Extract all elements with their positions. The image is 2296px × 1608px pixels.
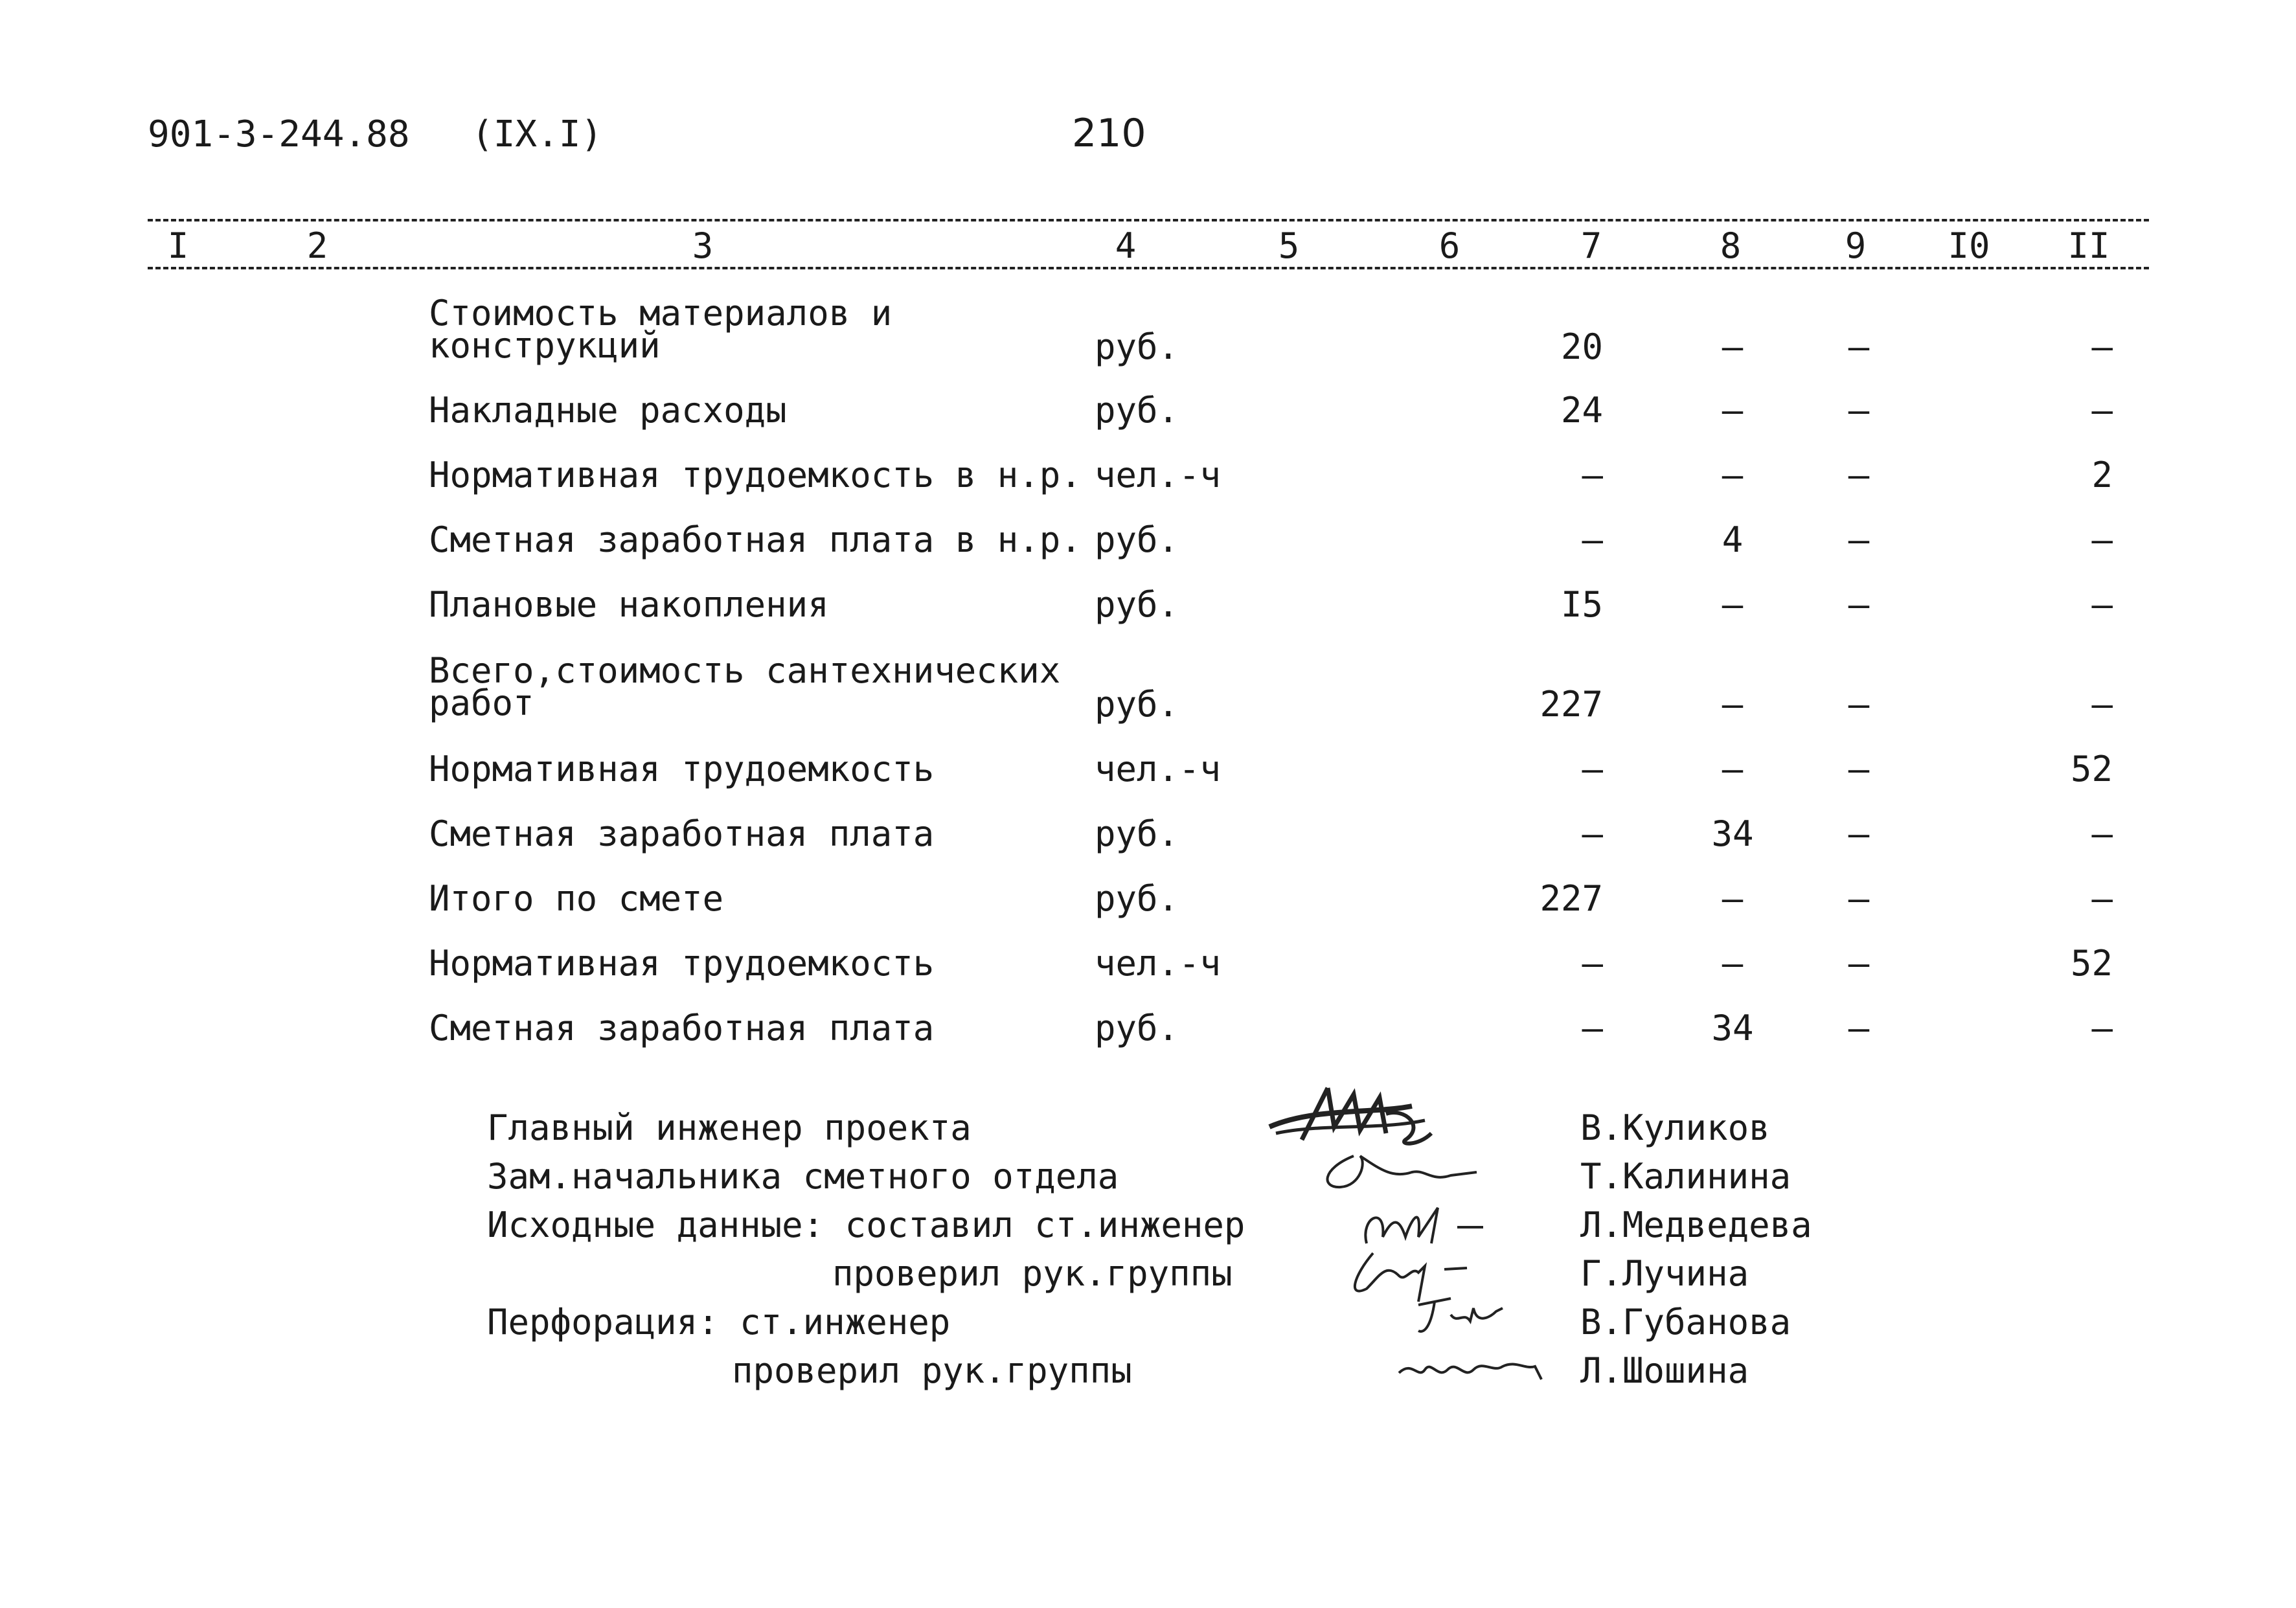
row-value-col11: –	[2091, 584, 2113, 625]
column-number: 9	[1845, 225, 1867, 266]
row-unit: руб.	[1095, 326, 1179, 367]
signature-role: Перфорация: ст.инженер	[487, 1302, 951, 1342]
row-unit: чел.-ч	[1095, 749, 1222, 789]
row-value-col11: –	[2091, 1008, 2113, 1048]
row-label: работ	[429, 683, 534, 723]
row-unit: руб.	[1095, 1008, 1179, 1048]
row-unit: руб.	[1095, 519, 1179, 560]
column-number: I0	[1948, 225, 1990, 266]
row-value-col8: –	[1722, 943, 1744, 984]
row-value-col7: –	[1582, 1008, 1603, 1048]
row-unit: чел.-ч	[1095, 943, 1222, 984]
signature-role: Зам.начальника сметного отдела	[487, 1156, 1119, 1197]
row-label: Сметная заработная плата	[429, 1008, 935, 1048]
row-unit: руб.	[1095, 684, 1179, 725]
row-value-col9: –	[1848, 584, 1870, 625]
row-value-col9: –	[1848, 455, 1870, 495]
column-number: 7	[1580, 225, 1602, 266]
row-value-col7: –	[1582, 813, 1603, 854]
row-value-col8: –	[1722, 878, 1744, 919]
row-unit: руб.	[1095, 813, 1179, 854]
row-value-col8: –	[1722, 684, 1744, 725]
signature-role: проверил рук.группы	[832, 1253, 1233, 1294]
row-label: Всего,стоимость сантехнических	[429, 650, 1061, 691]
row-label: Нормативная трудоемкость в н.р.	[429, 455, 1082, 495]
row-label: Плановые накопления	[429, 584, 829, 625]
row-label: Итого по смете	[429, 878, 724, 919]
row-value-col11: 2	[2091, 455, 2113, 495]
row-value-col7: I5	[1560, 584, 1603, 625]
row-value-col9: –	[1848, 519, 1870, 560]
header-rule-bottom	[148, 267, 2149, 269]
row-value-col8: –	[1722, 749, 1744, 789]
row-value-col7: 20	[1560, 326, 1603, 367]
column-number: 4	[1115, 225, 1137, 266]
signature-role: Исходные данные: составил ст.инженер	[487, 1205, 1245, 1245]
row-value-col7: 24	[1560, 390, 1603, 431]
column-number: 5	[1278, 225, 1300, 266]
row-label: Сметная заработная плата в н.р.	[429, 519, 1082, 560]
signature-role: Главный инженер проекта	[487, 1107, 972, 1148]
row-value-col9: –	[1848, 1008, 1870, 1048]
signature-role: проверил рук.группы	[732, 1350, 1132, 1391]
row-value-col8: 34	[1711, 1008, 1754, 1048]
column-number: I	[167, 225, 189, 266]
row-value-col11: –	[2091, 326, 2113, 367]
row-value-col8: –	[1722, 584, 1744, 625]
row-value-col9: –	[1848, 684, 1870, 725]
column-number: 3	[692, 225, 714, 266]
row-value-col7: 227	[1540, 878, 1603, 919]
row-value-col7: 227	[1540, 684, 1603, 725]
row-unit: руб.	[1095, 878, 1179, 919]
signature-name: Л.Медведева	[1580, 1205, 1812, 1245]
row-label: конструкций	[429, 325, 661, 366]
handwritten-signature	[1386, 1334, 1554, 1392]
signature-name: Л.Шошина	[1580, 1350, 1749, 1391]
row-value-col9: –	[1848, 943, 1870, 984]
row-value-col9: –	[1848, 390, 1870, 431]
page-number: 210	[1072, 111, 1146, 156]
row-label: Сметная заработная плата	[429, 813, 935, 854]
row-value-col8: 34	[1711, 813, 1754, 854]
row-unit: чел.-ч	[1095, 455, 1222, 495]
signature-name: Г.Лучина	[1580, 1253, 1749, 1294]
row-value-col7: –	[1582, 943, 1603, 984]
row-value-col9: –	[1848, 749, 1870, 789]
row-label: Нормативная трудоемкость	[429, 943, 935, 984]
signature-name: В.Куликов	[1580, 1107, 1770, 1148]
row-value-col11: –	[2091, 878, 2113, 919]
row-value-col11: –	[2091, 813, 2113, 854]
column-number: 8	[1720, 225, 1742, 266]
row-value-col11: 52	[2070, 749, 2113, 789]
row-value-col11: –	[2091, 390, 2113, 431]
row-value-col8: –	[1722, 326, 1744, 367]
row-value-col8: –	[1722, 455, 1744, 495]
row-value-col7: –	[1582, 749, 1603, 789]
row-value-col11: 52	[2070, 943, 2113, 984]
column-number: II	[2067, 225, 2110, 266]
row-value-col9: –	[1848, 813, 1870, 854]
row-value-col11: –	[2091, 519, 2113, 560]
signature-name: В.Губанова	[1580, 1302, 1791, 1342]
row-label: Нормативная трудоемкость	[429, 749, 935, 789]
column-number: 6	[1438, 225, 1461, 266]
row-value-col11: –	[2091, 684, 2113, 725]
row-unit: руб.	[1095, 390, 1179, 431]
row-label: Стоимость материалов и	[429, 293, 892, 334]
row-value-col7: –	[1582, 519, 1603, 560]
column-number: 2	[306, 225, 328, 266]
row-label: Накладные расходы	[429, 390, 787, 431]
row-value-col7: –	[1582, 455, 1603, 495]
row-value-col8: 4	[1722, 519, 1744, 560]
handwritten-signature	[1256, 1069, 1470, 1153]
row-value-col9: –	[1848, 878, 1870, 919]
row-unit: руб.	[1095, 584, 1179, 625]
signature-name: Т.Калинина	[1580, 1156, 1791, 1197]
header-rule-top	[148, 219, 2149, 221]
row-value-col9: –	[1848, 326, 1870, 367]
document-code: 901-3-244.88	[148, 113, 410, 155]
row-value-col8: –	[1722, 390, 1744, 431]
section-code: (IX.I)	[472, 113, 603, 155]
